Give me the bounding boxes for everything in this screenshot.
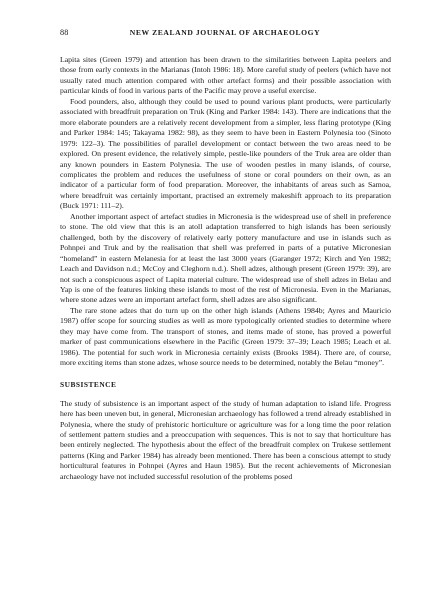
paragraph-subsistence: The study of subsistence is an important aspect of the study of human adaptation to island life. Progress here has been uneven but, in general, Micronesian archaeology has followed a trend already established in Polynesia, where the study of prehistoric horticulture or agriculture was for a long time the poor relation of settlement pattern studies and a preoccupation with sequences. This is not to say that horticulture has been entirely neglected. The hypothesis about the effect of the breadfruit complex on Trukese settlement patterns (King and Parker 1984) has already been mentioned. There has been a conscious attempt to study horticultural features in Pohnpei (Ayres and Haun 1985). But the recent achievements of Micronesian archaeology have not included successful resolution of the problems posed [60, 398, 391, 481]
page-number: 88 [60, 28, 69, 37]
paragraph-lapita-peelers: Lapita sites (Green 1979) and attention has been drawn to the similarities between Lapita peelers and those from early contexts in the Marianas (Intoh 1986: 18). More careful study of peelers (which have not usually rated much attention compared with other artefact forms) and their possible association with particular kinds of food in various parts of the Pacific may prove a useful exercise. [60, 55, 391, 96]
journal-title: NEW ZEALAND JOURNAL OF ARCHAEOLOGY [129, 28, 321, 37]
paragraph-shell-use: Another important aspect of artefact studies in Micronesia is the widespread use of shell in preference to stone. The old view that this is an atoll adaptation transferred to high islands has been seriously challenged, both by the discovery of relatively early pottery manufacture and use in islands such as Pohnpei and Truk and by the realisation that shell was preferred in parts of a putative Micronesian “homeland” in eastern Melanesia for at least the last 3000 years (Garanger 1972; Kirch and Yen 1982; Leach and Davidson n.d.; McCoy and Cleghorn n.d.). Shell adzes, although present (Green 1979: 39), are not such a conspicuous aspect of Lapita material culture. The widespread use of shell adzes in Belau and Yap is one of the features linking these islands to most of the rest of Micronesia. Even in the Marianas, where stone adzes were an important artefact form, shell adzes are also significant. [60, 211, 391, 305]
running-header [60, 27, 390, 39]
section-heading-subsistence: SUBSISTENCE [60, 379, 117, 389]
paragraph-stone-adzes: The rare stone adzes that do turn up on the other high islands (Athens 1984b; Ayres and Mauricio 1987) offer scope for sourcing studies as well as more typologically oriented studies to determine where they may have come from. The transport of stones, and items made of stone, has proved a powerful marker of past communications elsewhere in the Pacific (Green 1979: 37–39; Leach 1985; Leach et al. 1986). The potential for such work in Micronesia certainly exists (Brooks 1984). There are, of course, more exciting items than stone adzes, whose source needs to be determined, notably the Belau “money”. [60, 305, 391, 368]
paragraph-food-pounders: Food pounders, also, although they could be used to pound various plant products, were particularly associated with breadfruit preparation on Truk (King and Parker 1984: 143). There are indications that the more elaborate pounders are a relatively recent development from a simpler, less flaring prototype (King and Parker 1984: 145; Takayama 1982: 98), as they seem to have been in Eastern Polynesia too (Sinoto 1979: 122–3). The possibilities of parallel development or contact between the two areas need to be explored. On present evidence, the relatively simple, pestle-like pounders of the Truk area are older than any known pounders in Eastern Polynesia. The use of wooden pestles in many islands, of course, complicates the problem and reduces the usefulness of stone or coral pounders on their own, as an indicator of a particular form of food preparation. Moreover, the inhabitants of areas such as Samoa, where breadfruit was certainly important, practised an extremely makeshift approach to its preparation (Buck 1971: 111–2). [60, 96, 391, 211]
article-body [60, 55, 391, 482]
